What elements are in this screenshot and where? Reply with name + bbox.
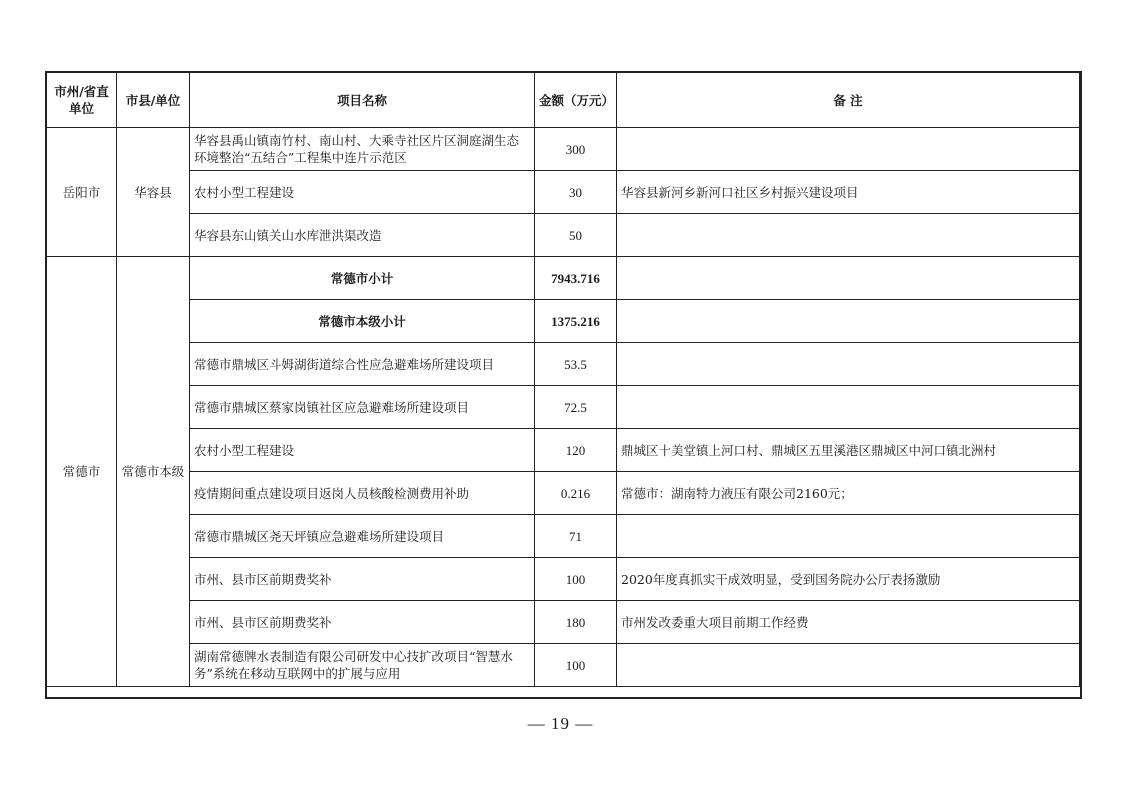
page-number: — 19 — <box>527 714 594 733</box>
remark-cell: 市州发改委重大项目前期工作经费 <box>617 601 1080 644</box>
project-cell: 市州、县市区前期费奖补 <box>190 601 535 644</box>
county-cell: 华容县 <box>117 128 190 257</box>
table-row <box>47 429 1080 472</box>
amount-cell: 71 <box>535 515 617 558</box>
city-cell: 常德市 <box>47 257 117 687</box>
remark-cell <box>617 644 1080 687</box>
remark-cell: 华容县新河乡新河口社区乡村振兴建设项目 <box>617 171 1080 214</box>
project-cell: 湖南常德牌水表制造有限公司研发中心技扩改项目“智慧水务”系统在移动互联网中的扩展与应用 <box>190 644 535 687</box>
subtotal-label: 常德市本级小计 <box>190 300 535 343</box>
table-row <box>47 644 1080 687</box>
table-row <box>47 128 1080 171</box>
project-cell: 常德市鼎城区斗姆湖街道综合性应急避难场所建设项目 <box>190 343 535 386</box>
subtotal-amount: 7943.716 <box>535 257 617 300</box>
project-cell: 疫情期间重点建设项目返岗人员核酸检测费用补助 <box>190 472 535 515</box>
remark-cell <box>617 257 1080 300</box>
remark-cell <box>617 128 1080 171</box>
header-project: 项目名称 <box>190 73 535 128</box>
table-row <box>47 386 1080 429</box>
table-row <box>47 214 1080 257</box>
header-county: 市县/单位 <box>117 73 190 128</box>
project-cell: 常德市鼎城区尧天坪镇应急避难场所建设项目 <box>190 515 535 558</box>
project-cell: 常德市鼎城区蔡家岗镇社区应急避难场所建设项目 <box>190 386 535 429</box>
remark-cell: 鼎城区十美堂镇上河口村、鼎城区五里溪港区鼎城区中河口镇北洲村 <box>617 429 1080 472</box>
remark-cell <box>617 300 1080 343</box>
remark-cell <box>617 386 1080 429</box>
amount-cell: 120 <box>535 429 617 472</box>
table-row <box>47 343 1080 386</box>
subtotal-label: 常德市小计 <box>190 257 535 300</box>
county-cell: 常德市本级 <box>117 257 190 687</box>
project-cell: 华容县东山镇关山水库泄洪渠改造 <box>190 214 535 257</box>
header-city: 市州/省直单位 <box>47 73 117 128</box>
amount-cell: 300 <box>535 128 617 171</box>
header-remark: 备 注 <box>617 73 1080 128</box>
amount-cell: 53.5 <box>535 343 617 386</box>
table-row <box>47 515 1080 558</box>
remark-cell <box>617 343 1080 386</box>
amount-cell: 50 <box>535 214 617 257</box>
project-cell: 农村小型工程建设 <box>190 429 535 472</box>
table-row <box>47 601 1080 644</box>
amount-cell: 180 <box>535 601 617 644</box>
subtotal-row <box>47 257 1080 300</box>
project-cell: 华容县禹山镇南竹村、南山村、大乘寺社区片区洞庭湖生态环境整治“五结合”工程集中连片示范区 <box>190 128 535 171</box>
table-row <box>47 558 1080 601</box>
project-cell: 市州、县市区前期费奖补 <box>190 558 535 601</box>
amount-cell: 30 <box>535 171 617 214</box>
header-amount: 金额（万元） <box>535 73 617 128</box>
project-cell: 农村小型工程建设 <box>190 171 535 214</box>
table-row <box>47 171 1080 214</box>
amount-cell: 72.5 <box>535 386 617 429</box>
amount-cell: 100 <box>535 558 617 601</box>
amount-cell: 0.216 <box>535 472 617 515</box>
remark-cell <box>617 515 1080 558</box>
subtotal-amount: 1375.216 <box>535 300 617 343</box>
remark-cell <box>617 214 1080 257</box>
remark-cell: 常德市：湖南特力液压有限公司2160元； <box>617 472 1080 515</box>
budget-table <box>46 72 1080 687</box>
amount-cell: 100 <box>535 644 617 687</box>
table-row <box>47 472 1080 515</box>
remark-cell: 2020年度真抓实干成效明显，受到国务院办公厅表扬激励 <box>617 558 1080 601</box>
city-cell: 岳阳市 <box>47 128 117 257</box>
table-header-row <box>47 73 1080 128</box>
subtotal-row <box>47 300 1080 343</box>
